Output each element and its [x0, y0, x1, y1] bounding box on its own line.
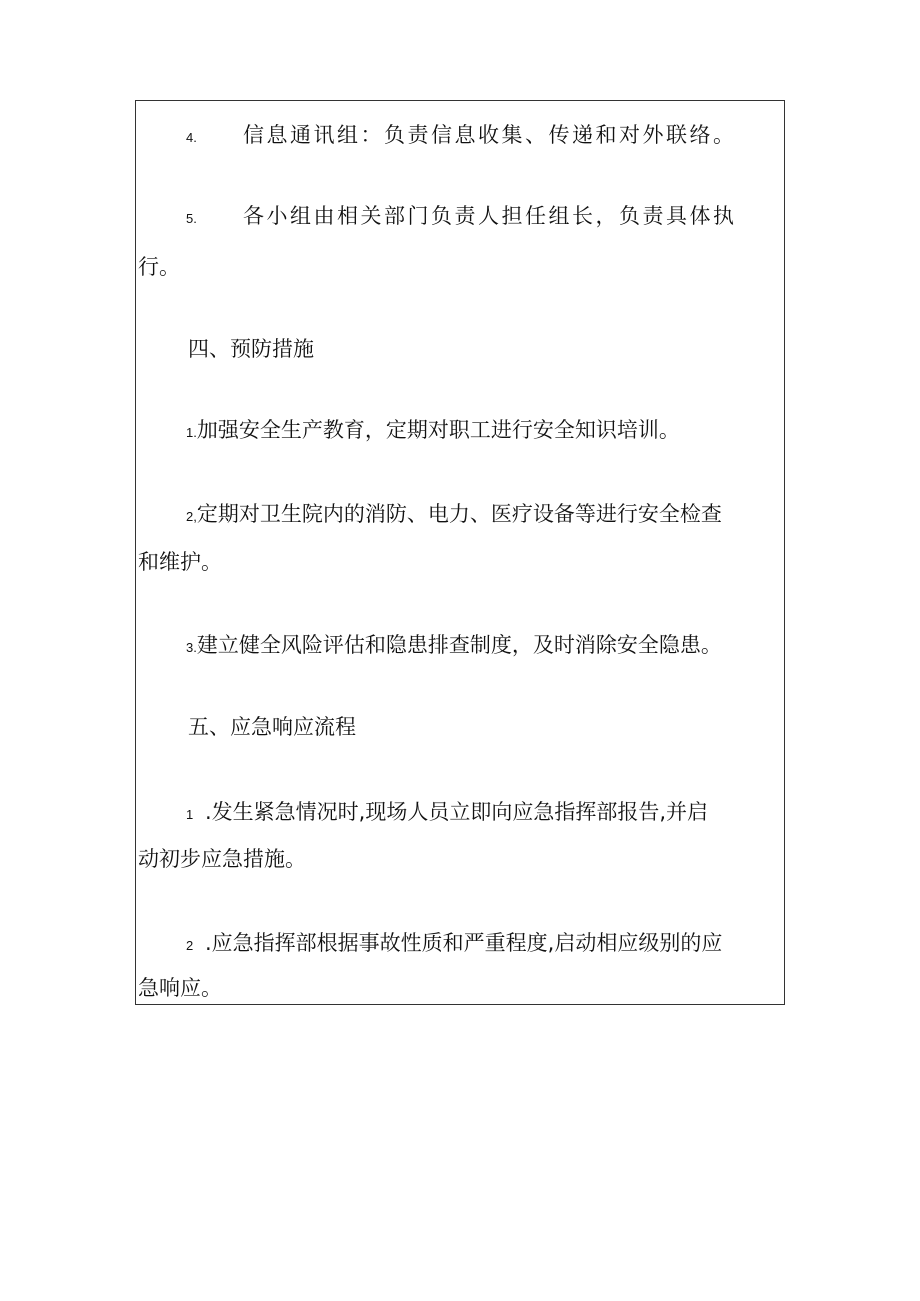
item-4-text: 信息通讯组：负责信息收集、传递和对外联络。	[243, 123, 737, 147]
section-4-p3	[186, 632, 722, 661]
section-5-p1-text-line1: .发生紧急情况时,现场人员立即向应急指挥部报告,并启	[205, 800, 709, 824]
section-4-p2-text-line2: 和维护。	[138, 550, 222, 574]
section-5-p2-text-line2: 急响应。	[138, 976, 222, 1000]
section-4-p3-text: 建立健全风险评估和隐患排查制度，及时消除安全隐患。	[196, 633, 722, 657]
item-5-number: 5.	[186, 211, 197, 226]
item-4-number: 4.	[186, 130, 197, 145]
section-5-heading: 五、应急响应流程	[188, 715, 356, 739]
section-5-p1	[186, 799, 193, 828]
section-4-p1-text: 加强安全生产教育，定期对职工进行安全知识培训。	[196, 418, 680, 442]
item-4	[186, 122, 197, 151]
section-4-p3-number: 3.	[186, 640, 197, 655]
section-5-p2-number: 2	[186, 938, 194, 953]
section-4-p1-number: 1.	[186, 425, 197, 440]
section-4-p2-number: 2,	[186, 509, 197, 524]
section-4-p1	[186, 417, 680, 446]
item-5	[186, 203, 197, 232]
item-5-text-line2: 行。	[138, 255, 180, 279]
item-5-text-line1: 各小组由相关部门负责人担任组长，负责具体执	[243, 204, 737, 228]
section-4-heading: 四、预防措施	[188, 337, 314, 361]
section-5-p2	[186, 930, 193, 959]
section-4-p2	[186, 501, 722, 530]
section-5-p2-text-line1: .应急指挥部根据事故性质和严重程度,启动相应级别的应	[205, 931, 723, 955]
section-5-p1-text-line2: 动初步应急措施。	[138, 847, 306, 871]
section-5-p1-number: 1	[186, 807, 194, 822]
section-4-p2-text-line1: 定期对卫生院内的消防、电力、医疗设备等进行安全检查	[196, 502, 722, 526]
